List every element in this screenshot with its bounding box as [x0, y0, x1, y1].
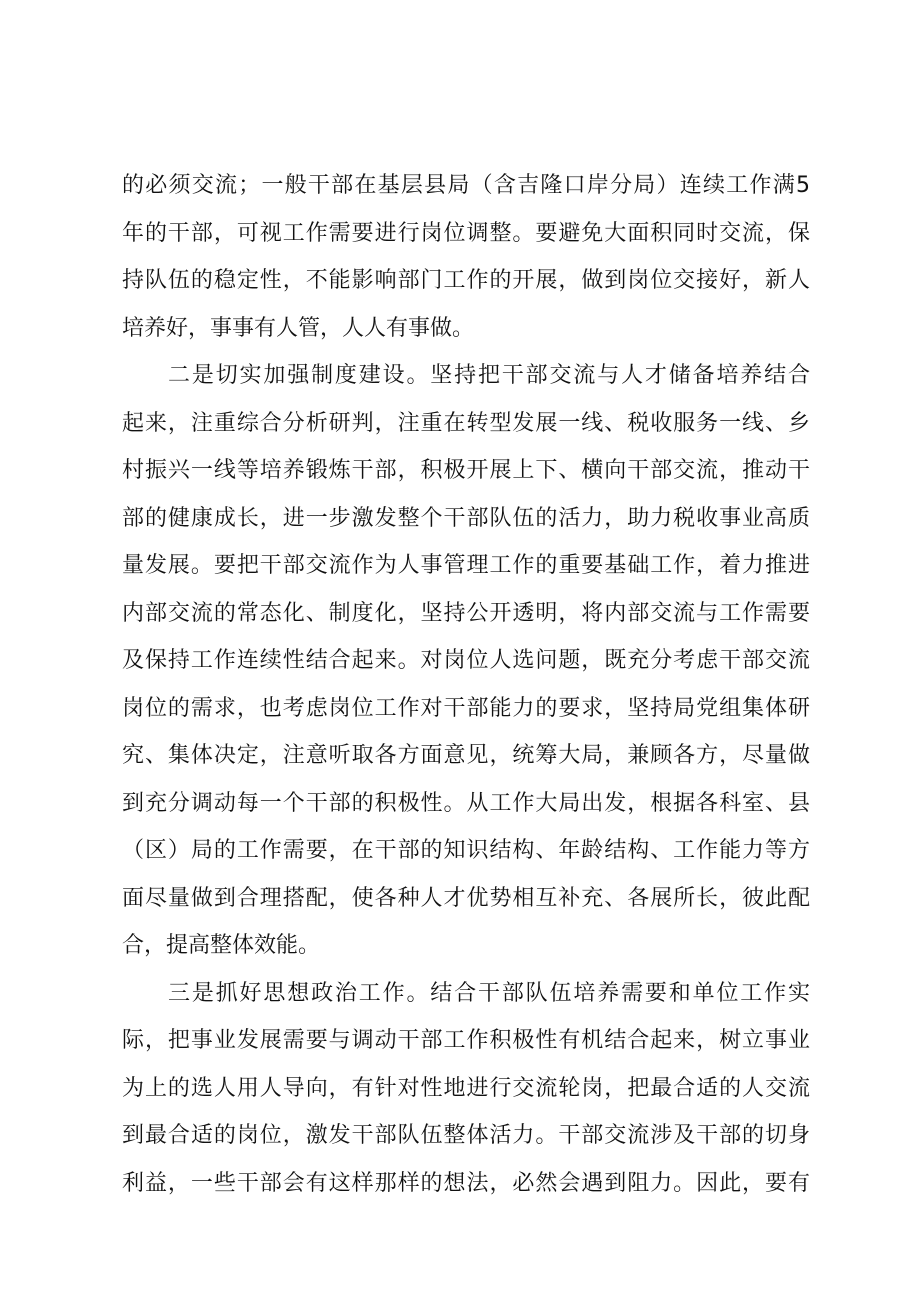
text-line: 利益，一些干部会有这样那样的想法，必然会遇到阻力。因此，要有	[122, 1170, 810, 1196]
text-line: 际，把事业发展需要与调动干部工作积极性有机结合起来，树立事业	[122, 1028, 810, 1053]
paragraph-first-line: 三是抓好思想政治工作。结合干部队伍培养需要和单位工作实	[168, 980, 810, 1006]
text-line: 持队伍的稳定性，不能影响部门工作的开展，做到岗位交接好，新人	[122, 268, 810, 293]
text-line: 到充分调动每一个干部的积极性。从工作大局出发，根据各科室、县	[122, 790, 810, 816]
text-line: 起来，注重综合分析研判，注重在转型发展一线、税收服务一线、乡	[122, 410, 810, 436]
text-line: 部的健康成长，进一步激发整个干部队伍的活力，助力税收事业高质	[122, 505, 810, 531]
text-line: 及保持工作连续性结合起来。对岗位人选问题，既充分考虑干部交流	[122, 648, 810, 673]
text-line: 岗位的需求，也考虑岗位工作对干部能力的要求，坚持局党组集体研	[122, 695, 810, 721]
text-line: 的必须交流；一般干部在基层县局（含吉隆口岸分局）连续工作满5	[122, 173, 810, 198]
paragraph-first-line: 二是切实加强制度建设。坚持把干部交流与人才储备培养结合	[168, 363, 810, 388]
text-line: 为上的选人用人导向，有针对性地进行交流轮岗，把最合适的人交流	[122, 1075, 810, 1101]
text-line: 内部交流的常态化、制度化，坚持公开透明，将内部交流与工作需要	[122, 600, 810, 626]
text-line: 村振兴一线等培养锻炼干部，积极开展上下、横向干部交流，推动干	[122, 458, 810, 483]
text-line: 到最合适的岗位，激发干部队伍整体活力。干部交流涉及干部的切身	[122, 1123, 810, 1148]
text-line: 量发展。要把干部交流作为人事管理工作的重要基础工作，着力推进	[122, 553, 810, 578]
text-line: 培养好，事事有人管，人人有事做。	[122, 315, 475, 341]
text-line: 合，提高整体效能。	[122, 933, 321, 958]
text-line: 面尽量做到合理搭配，使各种人才优势相互补充、各展所长，彼此配	[122, 885, 810, 911]
text-line: 年的干部，可视工作需要进行岗位调整。要避免大面积同时交流，保	[122, 220, 810, 246]
text-line: （区）局的工作需要，在干部的知识结构、年龄结构、工作能力等方	[122, 838, 810, 863]
text-line: 究、集体决定，注意听取各方面意见，统筹大局，兼顾各方，尽量做	[122, 743, 810, 768]
body-text	[122, 168, 810, 1213]
